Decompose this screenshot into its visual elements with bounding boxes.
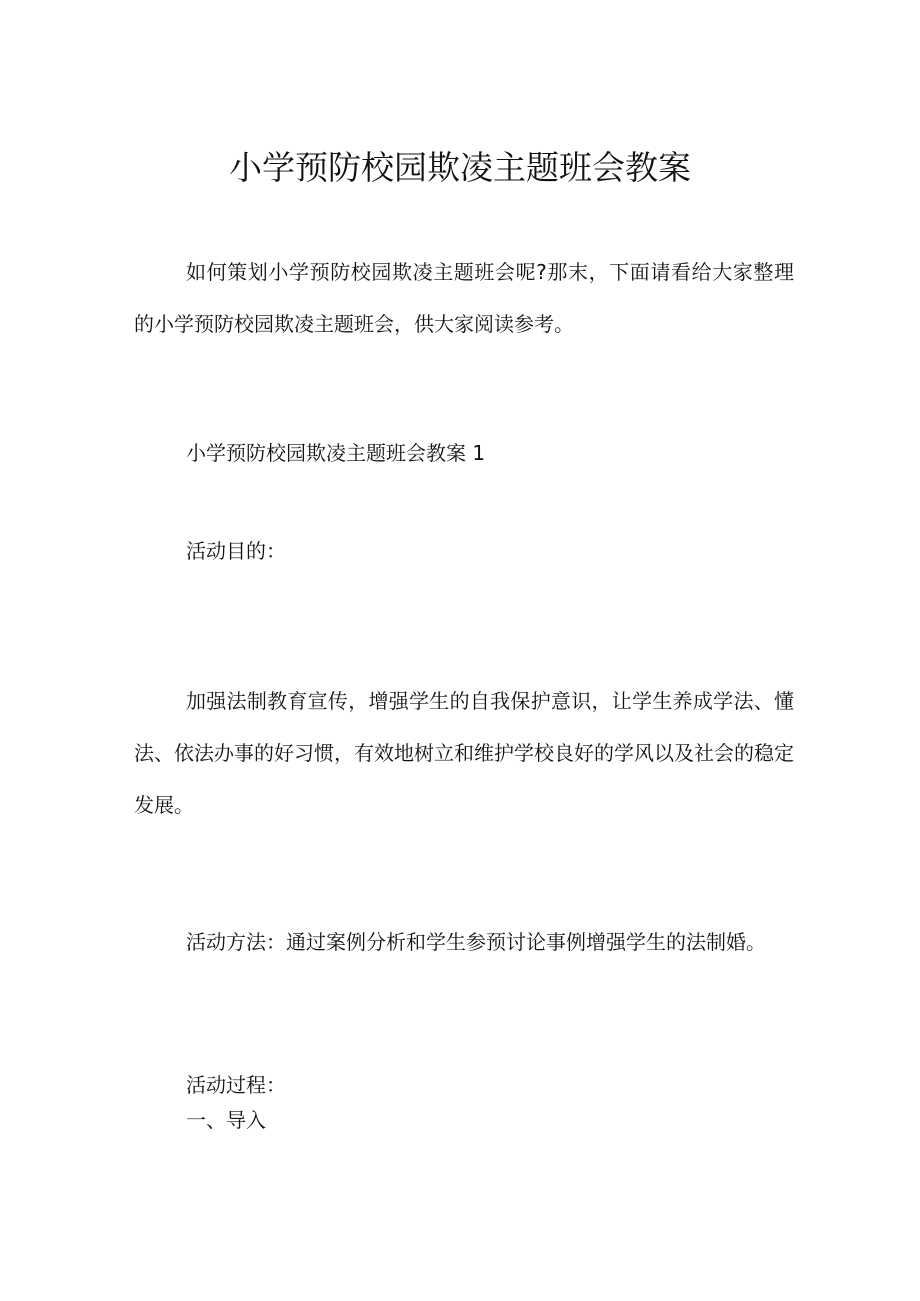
process-label: 活动过程： (186, 1073, 286, 1097)
method-line: 活动方法：通过案例分析和学生参预讨论事例增强学生的法制婚。 (186, 930, 766, 954)
purpose-label: 活动目的： (186, 539, 286, 563)
section-heading: 小学预防校园欺凌主题班会教案 1 (186, 441, 486, 465)
intro-paragraph: 如何策划小学预防校园欺凌主题班会呢?那末，下面请看给大家整理的小学预防校园欺凌主题班会，供大家阅读参考。 (134, 260, 794, 336)
document-title: 小学预防校园欺凌主题班会教案 (229, 148, 691, 188)
step-one-heading: 一、导入 (186, 1108, 266, 1132)
purpose-paragraph: 加强法制教育宣传，增强学生的自我保护意识，让学生养成学法、懂法、依法办事的好习惯，有效地树立和维护学校良好的学风以及社会的稳定发展。 (134, 689, 794, 817)
